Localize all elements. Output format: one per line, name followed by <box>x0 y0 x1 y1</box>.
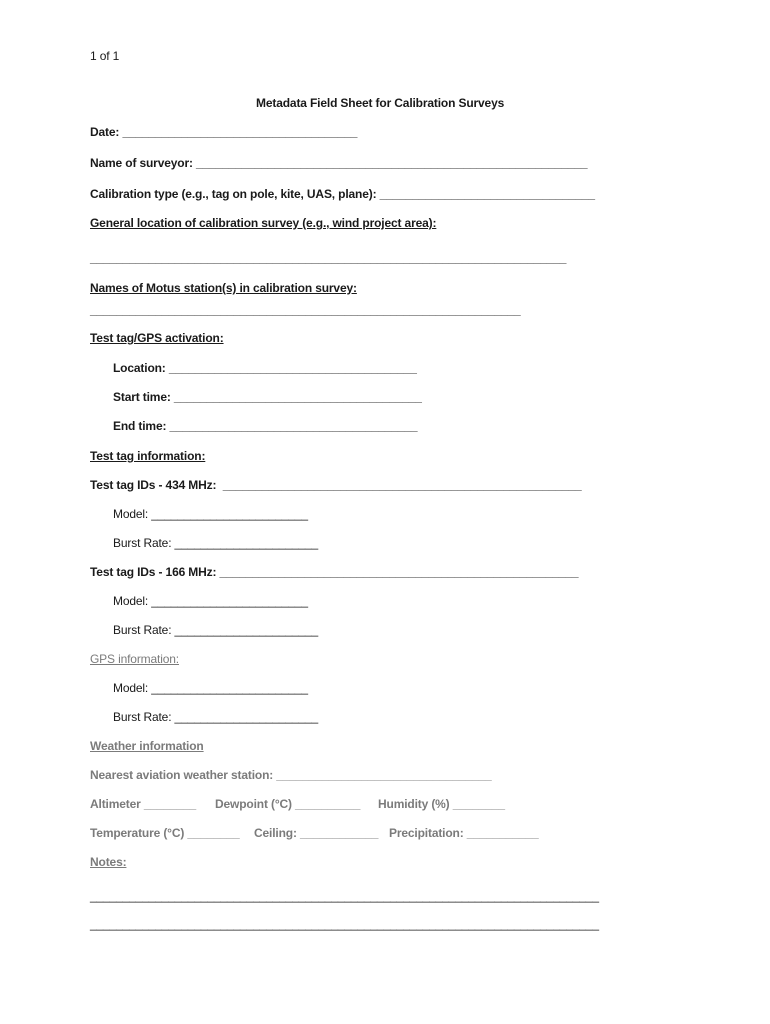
weather-information-heading: Weather information <box>90 739 204 753</box>
form-title: Metadata Field Sheet for Calibration Surveys <box>256 96 505 110</box>
gps-model-field[interactable]: Model: ________________________ <box>113 681 308 695</box>
start-time-field[interactable]: Start time: ______________________________________ <box>113 390 422 404</box>
page-counter: 1 of 1 <box>90 49 120 63</box>
altimeter-field[interactable]: Altimeter ________ <box>90 797 197 811</box>
gps-burst-rate-field[interactable]: Burst Rate: ______________________ <box>113 710 319 724</box>
gps-information-heading: GPS information: <box>90 652 179 666</box>
calibration-type-field[interactable]: Calibration type (e.g., tag on pole, kite, UAS, plane): _________________________________ <box>90 187 595 201</box>
surveyor-field[interactable]: Name of surveyor: ____________________________________________________________ <box>90 156 588 170</box>
precipitation-field[interactable]: Precipitation: ___________ <box>389 826 539 840</box>
notes-heading: Notes: <box>90 855 127 869</box>
dewpoint-field[interactable]: Dewpoint (°C) __________ <box>215 797 361 811</box>
location-field[interactable]: Location: ______________________________________ <box>113 361 417 375</box>
test-tag-gps-activation-heading: Test tag/GPS activation: <box>90 331 224 345</box>
notes-line-2[interactable]: ______________________________________________________________________________ <box>90 917 599 931</box>
burst-rate-166-field[interactable]: Burst Rate: ______________________ <box>113 623 319 637</box>
motus-stations-field[interactable]: __________________________________________________________________ <box>90 303 521 317</box>
end-time-field[interactable]: End time: ______________________________________ <box>113 419 418 433</box>
temperature-field[interactable]: Temperature (°C) ________ <box>90 826 240 840</box>
ceiling-field[interactable]: Ceiling: ____________ <box>254 826 379 840</box>
model-434-field[interactable]: Model: ________________________ <box>113 507 308 521</box>
test-tag-ids-166-field[interactable]: Test tag IDs - 166 MHz: _______________________________________________________ <box>90 565 579 579</box>
humidity-field[interactable]: Humidity (%) ________ <box>378 797 505 811</box>
general-location-label: General location of calibration survey (e.g., wind project area): <box>90 216 437 230</box>
motus-stations-label: Names of Motus station(s) in calibration survey: <box>90 281 357 295</box>
model-166-field[interactable]: Model: ________________________ <box>113 594 308 608</box>
test-tag-ids-434-field[interactable]: Test tag IDs - 434 MHz: _______________________________________________________ <box>90 478 582 492</box>
test-tag-information-heading: Test tag information: <box>90 449 206 463</box>
notes-line-1[interactable]: ______________________________________________________________________________ <box>90 889 599 903</box>
date-field[interactable]: Date: ____________________________________ <box>90 125 358 139</box>
general-location-field[interactable]: _________________________________________________________________________ <box>90 251 567 265</box>
nearest-weather-station-field[interactable]: Nearest aviation weather station: _________________________________ <box>90 768 492 782</box>
burst-rate-434-field[interactable]: Burst Rate: ______________________ <box>113 536 319 550</box>
